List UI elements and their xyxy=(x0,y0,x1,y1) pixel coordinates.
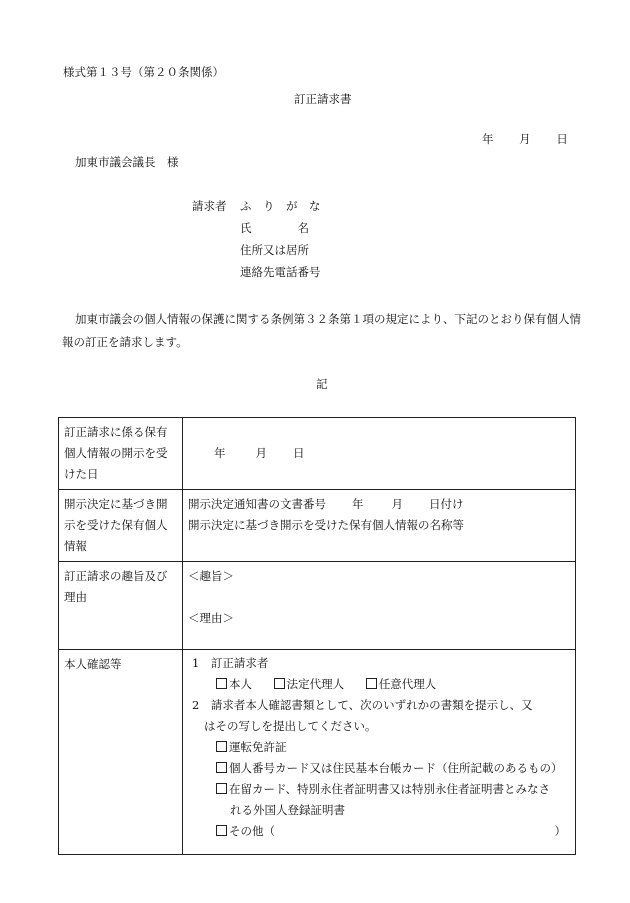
address-label: 住所又は居所 xyxy=(240,243,309,257)
checkbox-mynumber-card[interactable] xyxy=(216,762,227,773)
identity-field xyxy=(183,650,576,855)
checkbox-legal-rep[interactable] xyxy=(274,678,285,689)
option-legal-label: 法定代理人 xyxy=(286,677,345,691)
disclosure-date-field[interactable] xyxy=(183,418,576,490)
checkbox-voluntary-rep[interactable] xyxy=(366,678,377,689)
row-label-purpose-reason: 訂正請求の趣旨及び理由 xyxy=(59,562,183,650)
checkbox-residence-card[interactable] xyxy=(216,783,227,794)
disclosure-year: 年 xyxy=(214,446,226,460)
phone-label: 連絡先電話番号 xyxy=(240,265,321,279)
option-self-label: 本人 xyxy=(229,677,252,691)
body-paragraph: 加東市議会の個人情報の保護に関する条例第３２条第１項の規定により、下記のとおり保有個人情報の訂正を請求します。 xyxy=(62,312,581,349)
id-docs-instruction: 2 請求者本人確認書類として、次のいずれかの書類を提示し、又 xyxy=(192,698,533,712)
disclosed-info-field[interactable] xyxy=(183,490,576,562)
checkbox-other[interactable] xyxy=(216,825,227,836)
reason-label: ＜理由＞ xyxy=(188,611,234,625)
option-voluntary-label: 任意代理人 xyxy=(378,677,437,691)
disclosure-day: 日 xyxy=(293,446,305,460)
purpose-reason-field[interactable] xyxy=(183,562,576,650)
requester-heading: 請求者 xyxy=(192,199,227,213)
doc-other-label: その他（ xyxy=(229,824,275,838)
doc-residence-card-cont: れる外国人登録証明書 xyxy=(230,803,345,817)
ki-heading: 記 xyxy=(316,377,328,391)
doc-mynumber-card: 個人番号カード又は住民基本台帳カード（住所記載のあるもの） xyxy=(229,761,563,775)
disclosure-month: 月 xyxy=(255,446,267,460)
doc-other-close: ） xyxy=(554,824,566,838)
notice-month: 月 xyxy=(391,497,403,511)
row-label-disclosure-date: 訂正請求に係る保有個人情報の開示を受けた日 xyxy=(59,418,183,490)
row-label-disclosed-info: 開示決定に基づき開示を受けた保有個人情報 xyxy=(59,490,183,562)
id-docs-instruction-cont: はその写しを提出してください。 xyxy=(204,719,377,733)
purpose-label: ＜趣旨＞ xyxy=(188,569,234,583)
table-row xyxy=(59,418,576,490)
date-day: 日 xyxy=(556,132,568,146)
table-row xyxy=(59,562,576,650)
document-title: 訂正請求書 xyxy=(294,92,352,106)
form-number: 様式第１３号（第２０条関係） xyxy=(63,65,224,79)
date-month: 月 xyxy=(519,132,531,146)
notice-number-label: 開示決定通知書の文書番号 xyxy=(188,497,326,511)
date-year: 年 xyxy=(482,132,494,146)
notice-day: 日付け xyxy=(429,497,464,511)
request-table xyxy=(58,417,576,855)
table-row xyxy=(59,650,576,855)
doc-residence-card: 在留カード、特別永住者証明書又は特別永住者証明書とみなさ xyxy=(229,782,550,796)
requester-type-heading: 1 訂正請求者 xyxy=(192,656,269,670)
date-line xyxy=(482,132,568,146)
furigana-label: ふ り が な xyxy=(240,199,321,213)
doc-drivers-license: 運転免許証 xyxy=(229,740,287,754)
addressee: 加東市議会議長 様 xyxy=(75,155,179,169)
name-label: 氏 名 xyxy=(240,221,309,235)
requester-block xyxy=(192,199,330,287)
row-label-identity: 本人確認等 xyxy=(59,650,183,855)
notice-year: 年 xyxy=(352,497,364,511)
checkbox-drivers-license[interactable] xyxy=(216,741,227,752)
checkbox-self[interactable] xyxy=(216,678,227,689)
info-name-label: 開示決定に基づき開示を受けた保有個人情報の名称等 xyxy=(188,518,464,532)
table-row xyxy=(59,490,576,562)
